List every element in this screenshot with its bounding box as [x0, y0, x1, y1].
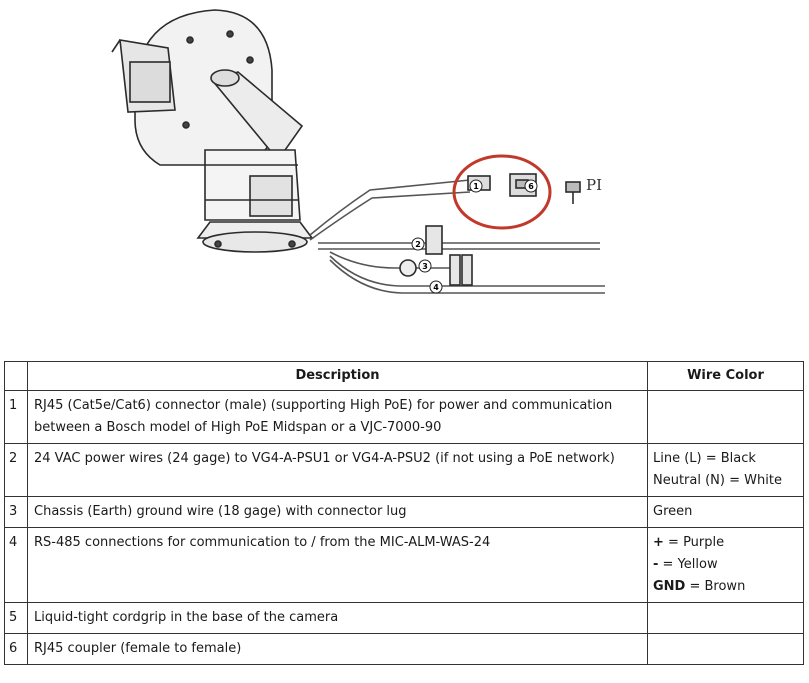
row-description: Chassis (Earth) ground wire (18 gage) with connector lug	[28, 497, 648, 528]
pi-label: PI	[586, 176, 603, 194]
wire-line	[653, 576, 798, 598]
row-description: RS-485 connections for communication to / from the MIC-ALM-WAS-24	[28, 528, 648, 603]
wire-value: Green	[653, 504, 693, 519]
table-row	[5, 444, 804, 497]
wire-line	[653, 554, 798, 576]
callout-3: 3	[422, 262, 428, 271]
table-row	[5, 528, 804, 603]
wire-line	[653, 448, 798, 470]
row-number: 3	[5, 497, 28, 528]
row-wire-color	[648, 497, 804, 528]
camera-wiring-figure	[0, 0, 809, 320]
table-row	[5, 603, 804, 634]
header-wire-color: Wire Color	[648, 362, 804, 391]
wire-line	[653, 470, 798, 492]
row-wire-color	[648, 528, 804, 603]
table-row	[5, 634, 804, 665]
row-wire-color	[648, 603, 804, 634]
header-num	[5, 362, 28, 391]
callout-6: 6	[528, 182, 534, 191]
wire-key: GND	[653, 579, 686, 594]
table-row	[5, 497, 804, 528]
wire-value: = Purple	[663, 535, 725, 550]
row-description: 24 VAC power wires (24 gage) to VG4-A-PSU1 or VG4-A-PSU2 (if not using a PoE network)	[28, 444, 648, 497]
row-number: 4	[5, 528, 28, 603]
wire-value: = Yellow	[658, 557, 718, 572]
wire-value: = Brown	[685, 579, 746, 594]
row-description: RJ45 (Cat5e/Cat6) connector (male) (supporting High PoE) for power and communication between a Bosch model of High PoE Midspan or a VJC-7000-90	[28, 391, 648, 444]
row-number: 2	[5, 444, 28, 497]
wire-key: +	[653, 535, 664, 550]
row-number: 1	[5, 391, 28, 444]
row-description: Liquid-tight cordgrip in the base of the camera	[28, 603, 648, 634]
row-description: RJ45 coupler (female to female)	[28, 634, 648, 665]
row-wire-color	[648, 634, 804, 665]
camera-drawing	[0, 0, 809, 320]
wire-line	[653, 532, 798, 554]
row-wire-color	[648, 444, 804, 497]
callout-2: 2	[415, 240, 421, 249]
callout-4: 4	[433, 283, 439, 292]
row-wire-color	[648, 391, 804, 444]
table-row	[5, 391, 804, 444]
table-header-row	[5, 362, 804, 391]
header-description: Description	[28, 362, 648, 391]
callout-1: 1	[473, 182, 479, 191]
row-number: 6	[5, 634, 28, 665]
wire-value: Neutral (N) = White	[653, 473, 782, 488]
wire-value: Line (L) = Black	[653, 451, 756, 466]
wire-key: -	[653, 557, 659, 572]
wire-line	[653, 501, 798, 523]
row-number: 5	[5, 603, 28, 634]
wiring-spec-table	[4, 361, 804, 665]
